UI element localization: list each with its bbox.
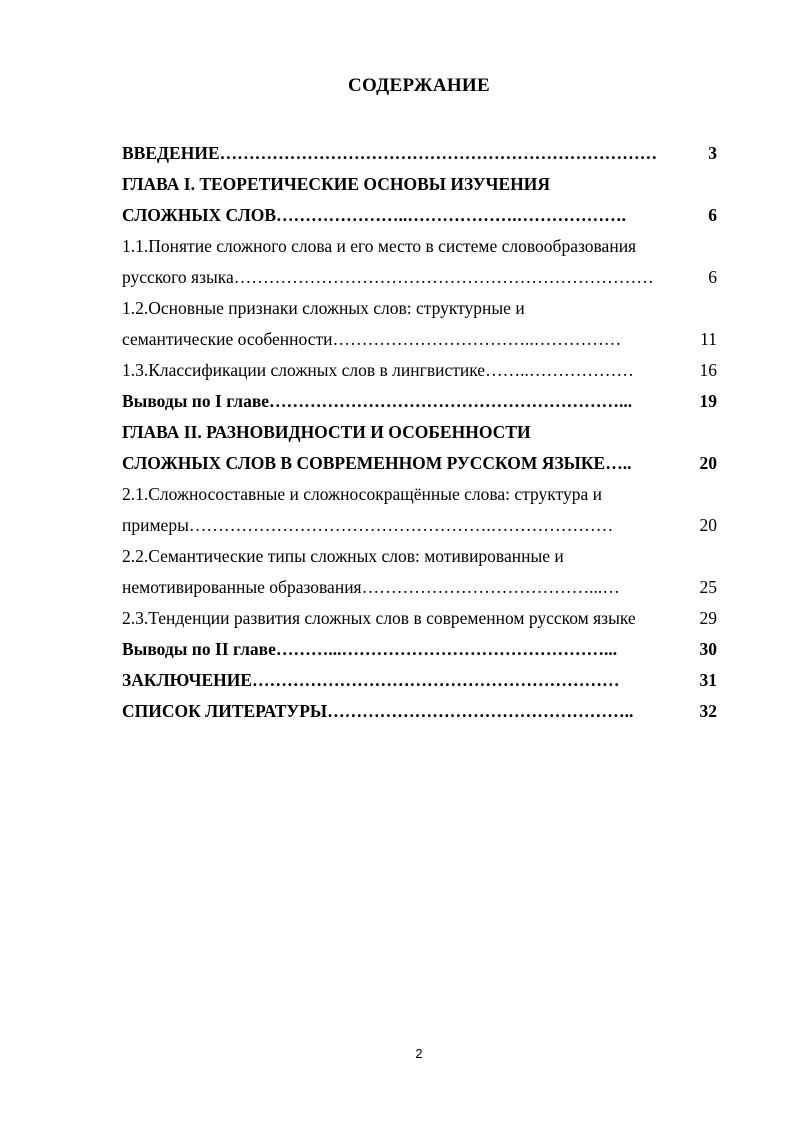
toc-entry (122, 262, 717, 293)
toc-entry (122, 417, 717, 448)
table-of-contents (122, 138, 717, 727)
toc-entry-text: 2.1.Сложносоставные и сложносокращённые слова: структура и (122, 484, 602, 504)
toc-entry-page: 19 (699, 391, 717, 411)
page-number: 2 (415, 1046, 423, 1061)
toc-entry-text: СПИСОК ЛИТЕРАТУРЫ…………………………………………….. (122, 701, 634, 721)
toc-entry-text: 2.3.Тенденции развития сложных слов в современном русском языке (122, 608, 636, 628)
toc-entry (122, 603, 717, 634)
toc-entry-text: ГЛАВА II. РАЗНОВИДНОСТИ И ОСОБЕННОСТИ (122, 422, 531, 442)
toc-entry-text: ЗАКЛЮЧЕНИЕ……………………………………………………… (122, 670, 620, 690)
toc-entry (122, 696, 717, 727)
page-title: СОДЕРЖАНИЕ (348, 75, 490, 96)
toc-entry-text: Выводы по I главе……………………………………………………... (122, 391, 633, 411)
toc-entry (122, 200, 717, 231)
toc-entry-text: СЛОЖНЫХ СЛОВ В СОВРЕМЕННОМ РУССКОМ ЯЗЫКЕ….. (122, 453, 632, 473)
toc-entry-page: 20 (699, 453, 717, 473)
toc-entry-page: 31 (699, 670, 717, 690)
toc-entry-page: 29 (699, 608, 717, 628)
toc-entry (122, 231, 717, 262)
toc-entry (122, 138, 717, 169)
toc-entry-page: 6 (708, 267, 717, 287)
toc-entry-text: 1.3.Классификации сложных слов в лингвистике……..……………… (122, 360, 634, 380)
toc-entry-text: Выводы по II главе………...………………………………………... (122, 639, 618, 659)
toc-entry-text: русского языка……………………………………………………………… (122, 267, 654, 287)
toc-entry-page: 32 (699, 701, 717, 721)
toc-entry-text: примеры…………………………………………….………………… (122, 515, 614, 535)
toc-entry (122, 355, 717, 386)
toc-entry (122, 541, 717, 572)
toc-entry-page: 25 (699, 577, 717, 597)
toc-entry (122, 448, 717, 479)
toc-entry-page: 30 (699, 639, 717, 659)
toc-entry (122, 169, 717, 200)
toc-entry-text: ГЛАВА I. ТЕОРЕТИЧЕСКИЕ ОСНОВЫ ИЗУЧЕНИЯ (122, 174, 550, 194)
toc-entry-text: 1.1.Понятие сложного слова и его место в системе словообразования (122, 236, 637, 256)
toc-entry (122, 386, 717, 417)
toc-entry (122, 324, 717, 355)
toc-entry-page: 11 (700, 329, 717, 349)
toc-entry (122, 572, 717, 603)
toc-entry-text: немотивированные образования…………………………………...… (122, 577, 620, 597)
toc-entry (122, 293, 717, 324)
toc-entry (122, 479, 717, 510)
toc-entry (122, 665, 717, 696)
toc-entry-text: семантические особенности……………………………..…………… (122, 329, 622, 349)
toc-entry-page: 3 (708, 143, 717, 163)
toc-entry-text: ВВЕДЕНИЕ………………………………………………………………… (122, 143, 658, 163)
toc-entry-text: СЛОЖНЫХ СЛОВ…………………..……………….………………. (122, 205, 627, 225)
toc-entry-page: 6 (708, 205, 717, 225)
toc-entry-text: 1.2.Основные признаки сложных слов: структурные и (122, 298, 525, 318)
toc-entry-page: 20 (699, 515, 717, 535)
toc-entry-text: 2.2.Семантические типы сложных слов: мотивированные и (122, 546, 564, 566)
toc-entry (122, 634, 717, 665)
toc-entry (122, 510, 717, 541)
toc-entry-page: 16 (699, 360, 717, 380)
